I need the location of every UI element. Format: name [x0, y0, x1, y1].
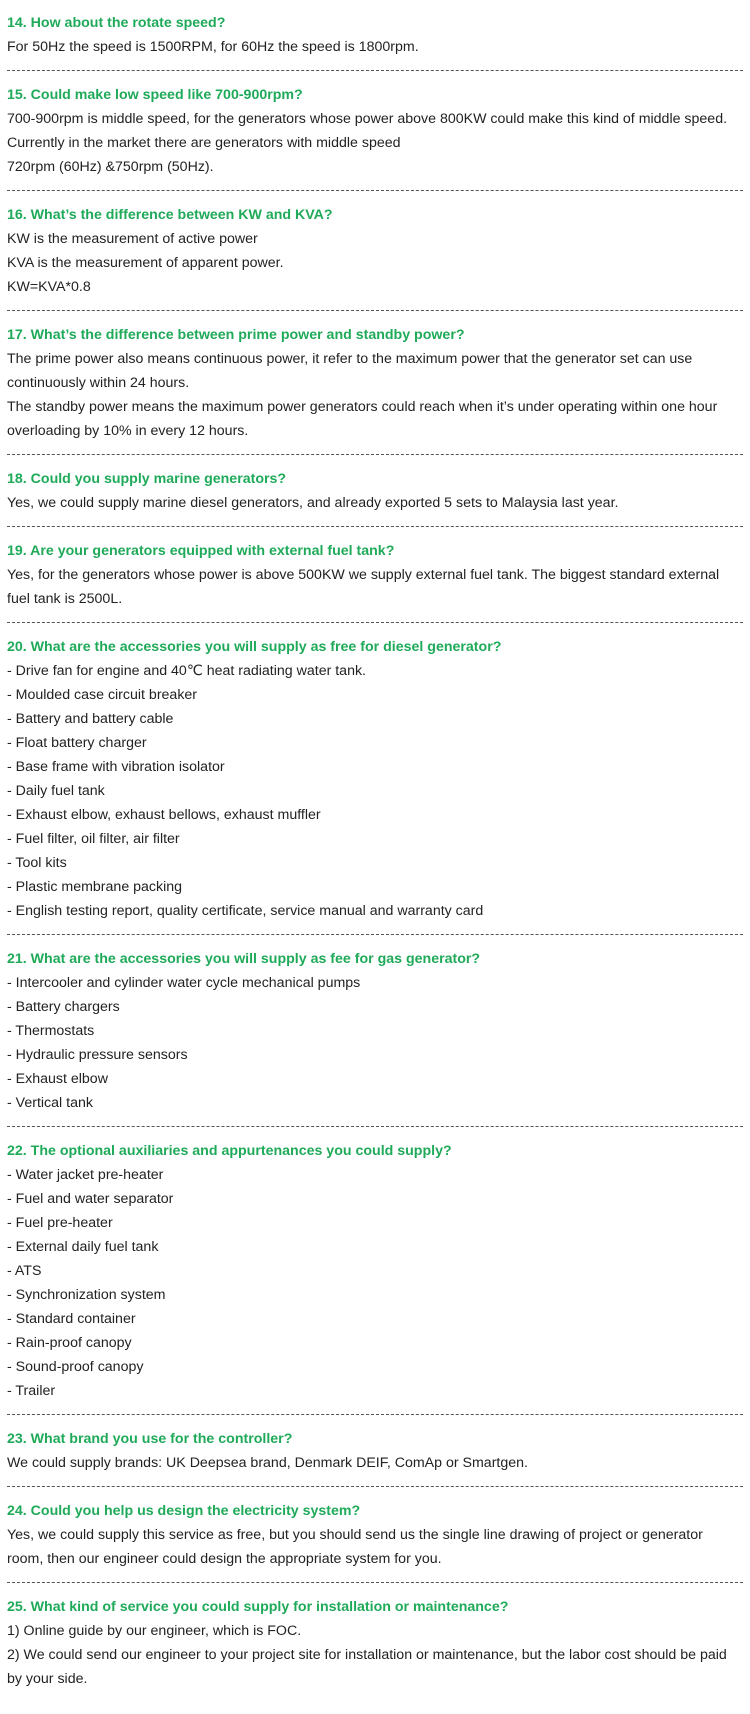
faq-answer-line: - Fuel filter, oil filter, air filter: [7, 831, 180, 847]
faq-answer-line: overloading by 10% in every 12 hours.: [7, 423, 249, 439]
faq-answer-line: Currently in the market there are generators with middle speed: [7, 135, 401, 151]
faq-answer-line: Yes, for the generators whose power is above 500KW we supply external fuel tank. The biggest standard external: [7, 567, 720, 583]
faq-answer-line: - Fuel pre-heater: [7, 1215, 113, 1231]
faq-answer-line: fuel tank is 2500L.: [7, 591, 123, 607]
faq-answer-line: - Plastic membrane packing: [7, 879, 183, 895]
faq-answer-line: The prime power also means continuous power, it refer to the maximum power that the generator set can use: [7, 351, 693, 367]
faq-answer-line: - Intercooler and cylinder water cycle mechanical pumps: [7, 975, 361, 991]
faq-item: [7, 311, 743, 455]
faq-item: [7, 71, 743, 191]
faq-answer-line: by your side.: [7, 1671, 88, 1687]
faq-answer-line: - Trailer: [7, 1383, 56, 1399]
faq-answer-line: - Thermostats: [7, 1023, 95, 1039]
faq-answer-line: - Standard container: [7, 1311, 136, 1327]
faq-item: [7, 1415, 743, 1487]
faq-item: [7, 0, 743, 71]
faq-answer-line: - Exhaust elbow, exhaust bellows, exhaust muffler: [7, 807, 321, 823]
faq-question: 14. How about the rotate speed?: [7, 15, 226, 31]
faq-answer-line: - Hydraulic pressure sensors: [7, 1047, 188, 1063]
faq-question: 23. What brand you use for the controller?: [7, 1431, 293, 1447]
faq-item: [7, 1583, 743, 1702]
faq-question: 16. What’s the difference between KW and KVA?: [7, 207, 333, 223]
faq-answer-line: continuously within 24 hours.: [7, 375, 190, 391]
faq-answer-line: For 50Hz the speed is 1500RPM, for 60Hz the speed is 1800rpm.: [7, 39, 419, 55]
faq-answer-line: - Base frame with vibration isolator: [7, 759, 225, 775]
faq-answer-line: - Water jacket pre-heater: [7, 1167, 164, 1183]
faq-question: 19. Are your generators equipped with external fuel tank?: [7, 543, 395, 559]
faq-answer-line: - Exhaust elbow: [7, 1071, 108, 1087]
faq-answer-line: KVA is the measurement of apparent power.: [7, 255, 284, 271]
faq-answer-line: KW is the measurement of active power: [7, 231, 258, 247]
faq-answer-line: Yes, we could supply this service as free, but you should send us the single line drawing of project or generator: [7, 1527, 703, 1543]
faq-answer-line: - ATS: [7, 1263, 42, 1279]
faq-answer-line: 1) Online guide by our engineer, which is FOC.: [7, 1623, 302, 1639]
faq-answer-line: - Moulded case circuit breaker: [7, 687, 198, 703]
faq-answer-line: - Battery and battery cable: [7, 711, 174, 727]
faq-item: [7, 935, 743, 1127]
faq-answer-line: room, then our engineer could design the appropriate system for you.: [7, 1551, 442, 1567]
faq-item: [7, 623, 743, 935]
faq-question: 17. What’s the difference between prime power and standby power?: [7, 327, 465, 343]
faq-answer-line: - Tool kits: [7, 855, 67, 871]
faq-answer-line: 2) We could send our engineer to your project site for installation or maintenance, but the labor cost should be paid: [7, 1647, 727, 1663]
faq-question: 22. The optional auxiliaries and appurtenances you could supply?: [7, 1143, 452, 1159]
faq-item: [7, 1127, 743, 1415]
faq-answer-line: - Drive fan for engine and 40℃ heat radiating water tank.: [7, 663, 367, 679]
faq-answer-line: - Sound-proof canopy: [7, 1359, 144, 1375]
faq-answer-line: We could supply brands: UK Deepsea brand, Denmark DEIF, ComAp or Smartgen.: [7, 1455, 528, 1471]
faq-question: 15. Could make low speed like 700-900rpm?: [7, 87, 303, 103]
faq-item: [7, 1487, 743, 1583]
faq-question: 20. What are the accessories you will supply as free for diesel generator?: [7, 639, 502, 655]
faq-answer-line: The standby power means the maximum power generators could reach when it’s under operating within one hour: [7, 399, 718, 415]
faq-answer-line: - Synchronization system: [7, 1287, 166, 1303]
faq-question: 24. Could you help us design the electricity system?: [7, 1503, 361, 1519]
faq-answer-line: - Rain-proof canopy: [7, 1335, 132, 1351]
faq-item: [7, 455, 743, 527]
faq-answer-line: KW=KVA*0.8: [7, 279, 91, 295]
faq-answer-line: - Fuel and water separator: [7, 1191, 174, 1207]
faq-item: [7, 191, 743, 311]
faq-answer-line: - External daily fuel tank: [7, 1239, 159, 1255]
faq-answer-line: 720rpm (60Hz) &750rpm (50Hz).: [7, 159, 214, 175]
faq-question: 18. Could you supply marine generators?: [7, 471, 287, 487]
faq-item: [7, 527, 743, 623]
faq-answer-line: - English testing report, quality certificate, service manual and warranty card: [7, 903, 484, 919]
faq-answer-line: - Daily fuel tank: [7, 783, 105, 799]
faq-answer-line: 700-900rpm is middle speed, for the generators whose power above 800KW could make this kind of middle speed.: [7, 111, 728, 127]
faq-answer-line: - Float battery charger: [7, 735, 147, 751]
faq-answer-line: Yes, we could supply marine diesel generators, and already exported 5 sets to Malaysia last year.: [7, 495, 619, 511]
faq-answer-line: - Vertical tank: [7, 1095, 93, 1111]
faq-question: 25. What kind of service you could supply for installation or maintenance?: [7, 1599, 509, 1615]
faq-question: 21. What are the accessories you will supply as fee for gas generator?: [7, 951, 481, 967]
faq-answer-line: - Battery chargers: [7, 999, 120, 1015]
